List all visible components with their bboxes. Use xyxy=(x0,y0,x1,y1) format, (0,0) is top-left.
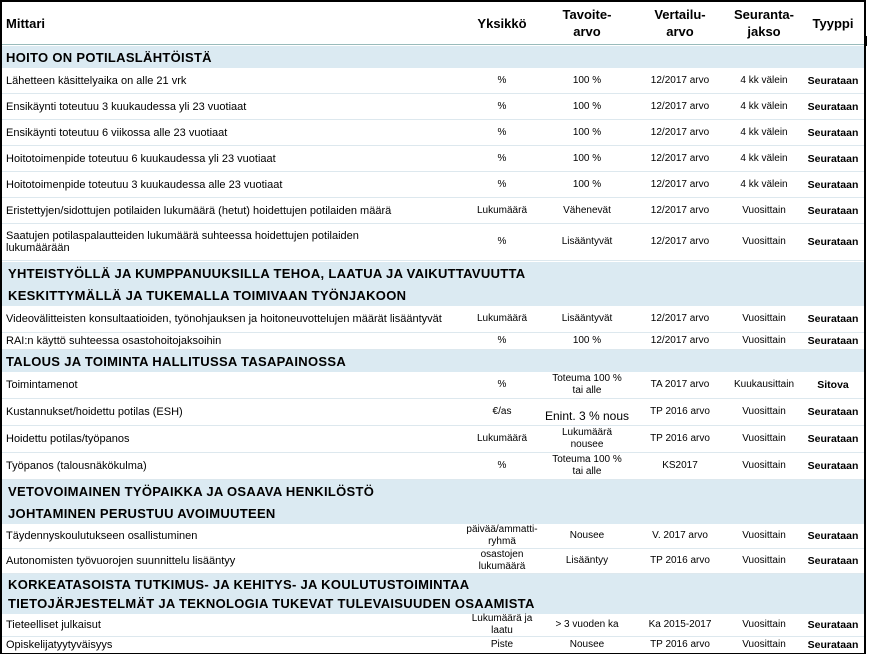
metric-cell: Saatujen potilaspalautteiden lukumäärä suhteessa hoidettujen potilaiden lukumäärään xyxy=(6,230,359,254)
metric-cell: Työpanos (talousnäkökulma) xyxy=(6,460,147,472)
type-cell: Seurataan xyxy=(807,335,859,347)
target-cell: Vähenevät xyxy=(563,204,611,216)
baseline-cell: 12/2017 arvo xyxy=(650,204,710,216)
table-row xyxy=(2,426,864,453)
table-row xyxy=(2,372,864,399)
period-cell: Vuosittain xyxy=(742,204,786,216)
section-subtitle: TIETOJÄRJESTELMÄT JA TEKNOLOGIA TUKEVAT TULEVAISUUDEN OSAAMISTA xyxy=(8,596,535,611)
type-cell: Seurataan xyxy=(807,178,859,191)
baseline-cell: Ka 2015-2017 xyxy=(648,619,712,630)
target-cell: 100 % xyxy=(572,335,602,346)
type-cell: Seurataan xyxy=(807,100,859,113)
target-cell: Lukumäärä nousee xyxy=(561,427,613,450)
section-subtitle: JOHTAMINEN PERUSTUU AVOIMUUTEEN xyxy=(8,506,276,521)
target-cell: Toteuma 100 % tai alle xyxy=(552,373,622,396)
target-cell: 100 % xyxy=(572,100,602,112)
section-header xyxy=(2,350,864,372)
table-row xyxy=(2,224,864,261)
baseline-cell: 12/2017 arvo xyxy=(650,126,710,138)
table-header xyxy=(2,2,864,45)
metric-cell: Opiskelijatyytyväisyys xyxy=(6,639,113,651)
target-cell: 100 % xyxy=(572,74,602,86)
target-cell: 100 % xyxy=(572,178,602,190)
metric-cell: Hoitotoimenpide toteutuu 3 kuukaudessa alle 23 vuotiaat xyxy=(6,178,283,191)
unit-cell: % xyxy=(497,379,507,390)
period-cell: Kuukausittain xyxy=(733,379,795,390)
table-row xyxy=(2,614,864,637)
baseline-cell: TP 2016 arvo xyxy=(650,555,710,566)
type-cell: Seurataan xyxy=(807,152,859,165)
period-cell: Vuosittain xyxy=(742,406,786,417)
unit-cell: % xyxy=(497,236,507,247)
metric-cell: Hoidettu potilas/työpanos xyxy=(6,433,130,445)
table-row xyxy=(2,333,864,350)
target-cell: > 3 vuoden ka xyxy=(555,619,619,630)
period-cell: Vuosittain xyxy=(742,236,786,247)
target-cell: Lisääntyvät xyxy=(561,236,613,247)
section-header xyxy=(2,46,864,68)
baseline-cell: 12/2017 arvo xyxy=(650,335,710,346)
target-cell: Lisääntyvät xyxy=(561,313,613,324)
type-cell: Seurataan xyxy=(807,460,859,472)
unit-cell: päivää/ammatti- ryhmä xyxy=(466,524,538,547)
type-cell: Seurataan xyxy=(807,433,859,445)
header-seurantajakso: Seuranta- jakso xyxy=(734,7,794,39)
unit-cell: Lukumäärä xyxy=(476,204,528,216)
unit-cell: % xyxy=(497,126,507,138)
metric-cell: Videovälitteisten konsultaatioiden, työnohjauksen ja hoitoneuvottelujen määrät lisääntyvät xyxy=(6,313,442,325)
target-cell: Toteuma 100 % tai alle xyxy=(552,454,622,477)
target-cell: Lisääntyy xyxy=(565,555,609,566)
table-row xyxy=(2,172,864,198)
section-title: TALOUS JA TOIMINTA HALLITUSSA TASAPAINOSSA xyxy=(6,353,347,369)
target-cell: Nousee xyxy=(569,530,605,541)
metric-cell: Ensikäynti toteutuu 6 viikossa alle 23 vuotiaat xyxy=(6,126,228,139)
period-cell: Vuosittain xyxy=(742,619,786,630)
section-title: VETOVOIMAINEN TYÖPAIKKA JA OSAAVA HENKILÖSTÖ xyxy=(8,484,375,499)
type-cell: Seurataan xyxy=(807,619,859,631)
unit-cell: % xyxy=(497,178,507,190)
table-row xyxy=(2,68,864,94)
period-cell: 4 kk välein xyxy=(740,100,788,112)
period-cell: Vuosittain xyxy=(742,433,786,444)
type-cell: Seurataan xyxy=(807,313,859,325)
unit-cell: osastojen lukumäärä xyxy=(478,549,526,572)
metric-cell: Eristettyjen/sidottujen potilaiden lukumäärä (hetut) hoidettujen potilaiden määrä xyxy=(6,204,392,217)
baseline-cell: TP 2016 arvo xyxy=(650,639,710,650)
unit-cell: Lukumäärä xyxy=(476,313,528,324)
period-cell: Vuosittain xyxy=(742,639,786,650)
section-subtitle: KESKITTYMÄLLÄ JA TUKEMALLA TOIMIVAAN TYÖNJAKOON xyxy=(8,288,407,303)
baseline-cell: 12/2017 arvo xyxy=(650,152,710,164)
period-cell: 4 kk välein xyxy=(740,74,788,86)
table-row xyxy=(2,198,864,224)
section-header xyxy=(2,480,864,524)
unit-cell: Piste xyxy=(490,639,514,650)
period-cell: Vuosittain xyxy=(742,313,786,324)
period-cell: Vuosittain xyxy=(742,460,786,471)
baseline-cell: 12/2017 arvo xyxy=(650,236,710,247)
table-edge-mark xyxy=(866,36,867,46)
metric-cell: RAI:n käyttö suhteessa osastohoitojaksoihin xyxy=(6,335,222,347)
metric-cell: Tieteelliset julkaisut xyxy=(6,619,101,631)
table-row xyxy=(2,524,864,549)
section-title: HOITO ON POTILASLÄHTÖISTÄ xyxy=(6,49,212,65)
metric-cell: Lähetteen käsittelyaika on alle 21 vrk xyxy=(6,74,187,87)
header-tyyppi: Tyyppi xyxy=(812,15,854,31)
table-row xyxy=(2,146,864,172)
period-cell: 4 kk välein xyxy=(740,178,788,190)
baseline-cell: 12/2017 arvo xyxy=(650,313,710,324)
type-cell: Seurataan xyxy=(807,236,859,248)
baseline-cell: TP 2016 arvo xyxy=(650,433,710,444)
type-cell: Seurataan xyxy=(807,74,859,87)
period-cell: 4 kk välein xyxy=(740,152,788,164)
period-cell: 4 kk välein xyxy=(740,126,788,138)
type-cell: Seurataan xyxy=(807,204,859,217)
table-row xyxy=(2,453,864,480)
type-cell: Seurataan xyxy=(807,555,859,567)
type-cell: Sitova xyxy=(817,379,849,391)
header-tavoitearvo: Tavoite- arvo xyxy=(562,7,612,39)
baseline-cell: 12/2017 arvo xyxy=(650,100,710,112)
unit-cell: Lukumäärä ja laatu xyxy=(471,613,533,636)
baseline-cell: KS2017 xyxy=(662,460,698,471)
metric-cell: Täydennyskoulutukseen osallistuminen xyxy=(6,530,198,542)
table-row xyxy=(2,399,864,426)
period-cell: Vuosittain xyxy=(742,335,786,346)
unit-cell: % xyxy=(497,100,507,112)
table-row xyxy=(2,120,864,146)
baseline-cell: 12/2017 arvo xyxy=(650,74,710,86)
baseline-cell: V. 2017 arvo xyxy=(652,530,708,541)
baseline-cell: TA 2017 arvo xyxy=(650,379,710,390)
header-vertailuarvo: Vertailu- arvo xyxy=(654,7,706,39)
type-cell: Seurataan xyxy=(807,639,859,651)
unit-cell: €/as xyxy=(492,406,512,417)
header-yksikko: Yksikkö xyxy=(477,15,527,31)
unit-cell: % xyxy=(497,74,507,86)
table-row xyxy=(2,306,864,333)
metric-cell: Hoitotoimenpide toteutuu 6 kuukaudessa yli 23 vuotiaat xyxy=(6,152,276,165)
period-cell: Vuosittain xyxy=(742,555,786,566)
metric-cell: Autonomisten työvuorojen suunnittelu lisääntyy xyxy=(6,555,236,567)
target-cell: 100 % xyxy=(572,126,602,138)
type-cell: Seurataan xyxy=(807,126,859,139)
section-header xyxy=(2,574,864,614)
period-cell: Vuosittain xyxy=(742,530,786,541)
unit-cell: % xyxy=(497,460,507,471)
type-cell: Seurataan xyxy=(807,406,859,418)
baseline-cell: TP 2016 arvo xyxy=(650,406,710,417)
table-row xyxy=(2,94,864,120)
metric-cell: Toimintamenot xyxy=(6,379,78,391)
unit-cell: Lukumäärä xyxy=(476,433,528,444)
table-row xyxy=(2,549,864,574)
unit-cell: % xyxy=(497,152,507,164)
metric-cell: Ensikäynti toteutuu 3 kuukaudessa yli 23 vuotiaat xyxy=(6,100,247,113)
header-mittari: Mittari xyxy=(6,15,45,31)
section-title: YHTEISTYÖLLÄ JA KUMPPANUUKSILLA TEHOA, LAATUA JA VAIKUTTAVUUTTA xyxy=(8,266,526,281)
section-title: KORKEATASOISTA TUTKIMUS- JA KEHITYS- JA KOULUTUSTOIMINTAA xyxy=(8,577,470,592)
target-cell: Nousee xyxy=(569,639,605,650)
type-cell: Seurataan xyxy=(807,530,859,542)
table-row xyxy=(2,637,864,653)
metric-cell: Kustannukset/hoidettu potilas (ESH) xyxy=(6,406,183,418)
target-cell: Enint. 3 % nous xyxy=(544,409,630,423)
target-cell: 100 % xyxy=(572,152,602,164)
baseline-cell: 12/2017 arvo xyxy=(650,178,710,190)
section-header xyxy=(2,262,864,306)
unit-cell: % xyxy=(497,335,507,346)
